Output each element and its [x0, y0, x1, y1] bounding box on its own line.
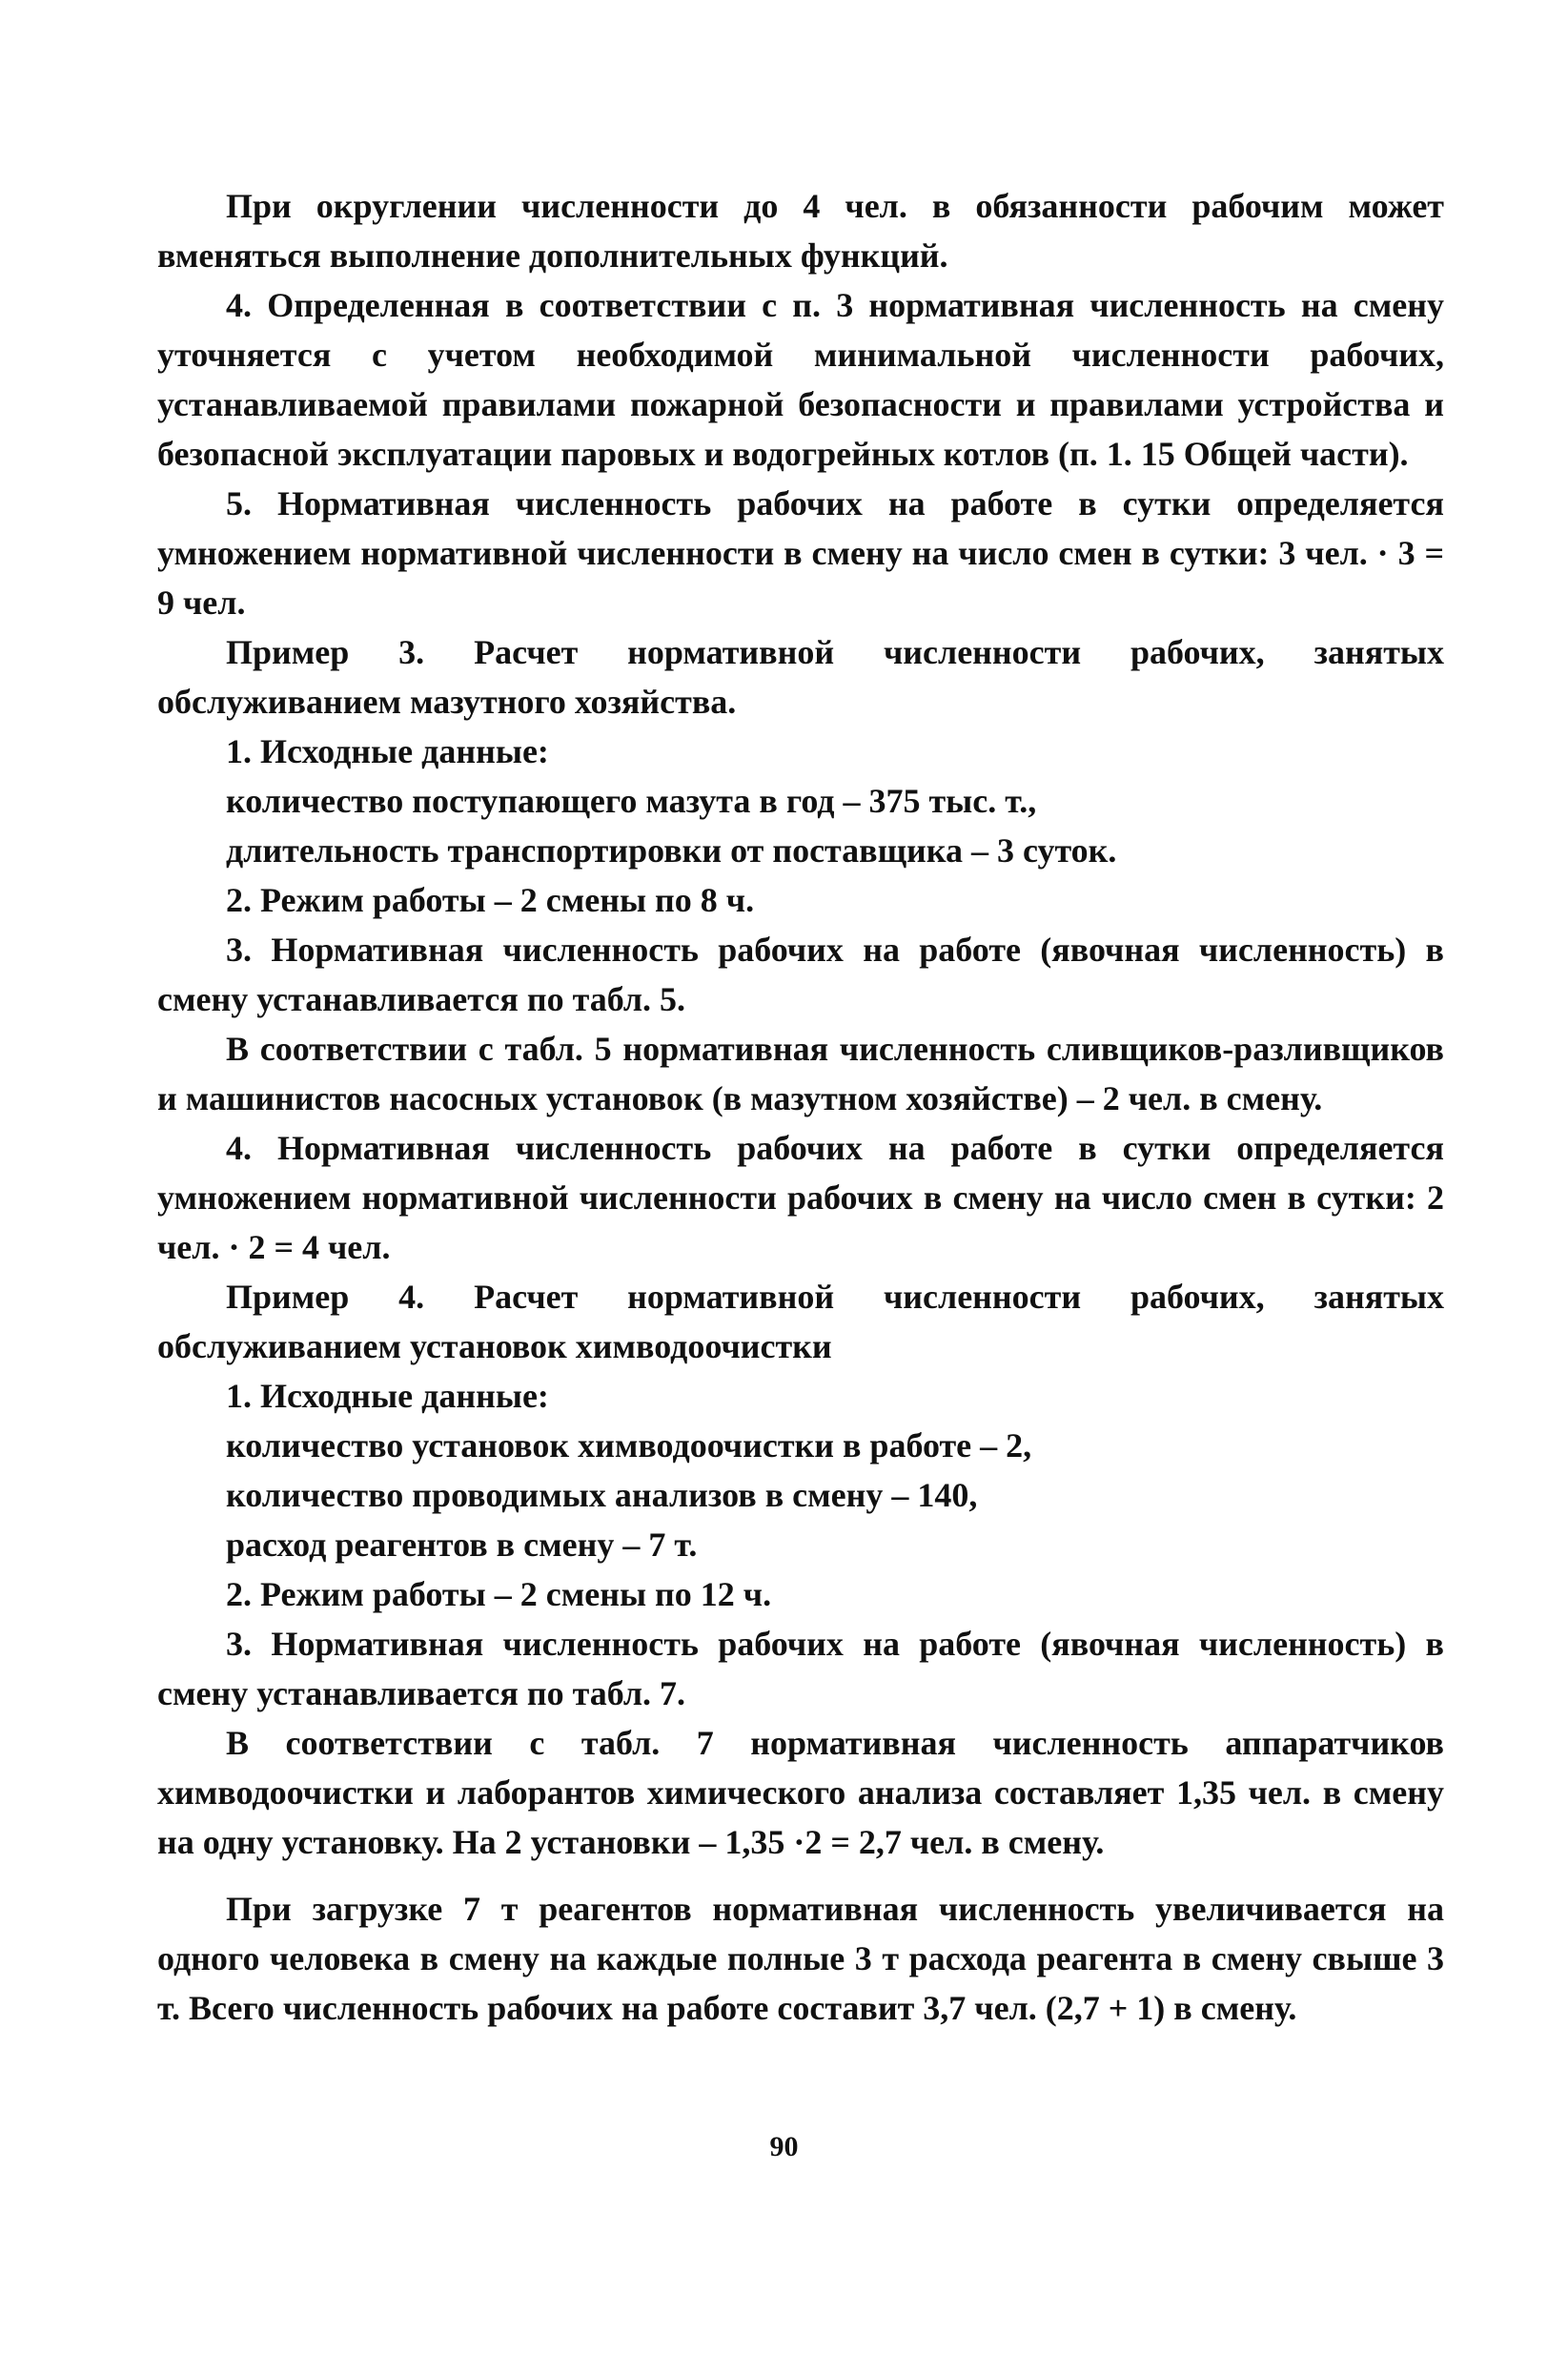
- page-body: [157, 181, 1444, 2033]
- page-number: 90: [769, 2131, 799, 2162]
- paragraph-rounding-note: При округлении численности до 4 чел. в обязанности рабочим может вменяться выполнение дополнительных функций.: [157, 187, 1444, 275]
- example-3-daily-staff: 4. Нормативная численность рабочих на работе в сутки определяется умножением нормативной численности рабочих в смену на число смен в сутки: 2 чел. · 2 = 4 чел.: [157, 1129, 1444, 1266]
- example-4-initial-data-label: 1. Исходные данные:: [226, 1377, 549, 1415]
- paragraph-step-5-daily-staff: 5. Нормативная численность рабочих на работе в сутки определяется умножением нормативной численности в смену на число смен в сутки: 3 чел. · 3 = 9 чел.: [157, 484, 1444, 622]
- example-3-heading: Пример 3. Расчет нормативной численности рабочих, занятых обслуживанием мазутного хозяйства.: [157, 633, 1444, 721]
- example-4-installations-count: количество установок химводоочистки в работе – 2,: [226, 1426, 1032, 1465]
- example-4-analyses-count: количество проводимых анализов в смену – 140,: [226, 1476, 978, 1514]
- example-3-work-mode: 2. Режим работы – 2 смены по 8 ч.: [226, 881, 755, 919]
- example-3-shift-staff: 3. Нормативная численность рабочих на работе (явочная численность) в смену устанавливается по табл. 5.: [157, 931, 1444, 1018]
- example-4-heading: Пример 4. Расчет нормативной численности рабочих, занятых обслуживанием установок химводоочистки: [157, 1278, 1444, 1365]
- example-4-reagent-consumption: расход реагентов в смену – 7 т.: [226, 1526, 698, 1564]
- example-3-transport-duration: длительность транспортировки от поставщика – 3 суток.: [226, 831, 1117, 870]
- paragraph-step-4-minimum-staff: 4. Определенная в соответствии с п. 3 нормативная численность на смену уточняется с учетом необходимой минимальной численности рабочих, устанавливаемой правилами пожарной безопасности и правилами устройства и безопасной эксплуатации паровых и водогрейных котлов (п. 1. 15 Общей части).: [157, 286, 1444, 473]
- example-4-table-7-result: В соответствии с табл. 7 нормативная численность аппаратчиков химводоочистки и лаборантов химического анализа составляет 1,35 чел. в смену на одну установку. На 2 установки – 1,35 ·2 = 2,7 чел. в смену.: [157, 1724, 1444, 1861]
- example-4-shift-staff: 3. Нормативная численность рабочих на работе (явочная численность) в смену устанавливается по табл. 7.: [157, 1625, 1444, 1712]
- example-3-fuel-oil-volume: количество поступающего мазута в год – 375 тыс. т.,: [226, 782, 1037, 820]
- example-3-table-5-result: В соответствии с табл. 5 нормативная численность сливщиков-разливщиков и машинистов насосных установок (в мазутном хозяйстве) – 2 чел. в смену.: [157, 1030, 1444, 1117]
- example-4-reagent-adjustment: При загрузке 7 т реагентов нормативная численность увеличивается на одного человека в смену на каждые полные 3 т расхода реагента в смену свыше 3 т. Всего численность рабочих на работе составит 3,7 чел. (2,7 + 1) в смену.: [157, 1890, 1444, 2027]
- example-4-work-mode: 2. Режим работы – 2 смены по 12 ч.: [226, 1575, 772, 1613]
- example-3-initial-data-label: 1. Исходные данные:: [226, 732, 549, 770]
